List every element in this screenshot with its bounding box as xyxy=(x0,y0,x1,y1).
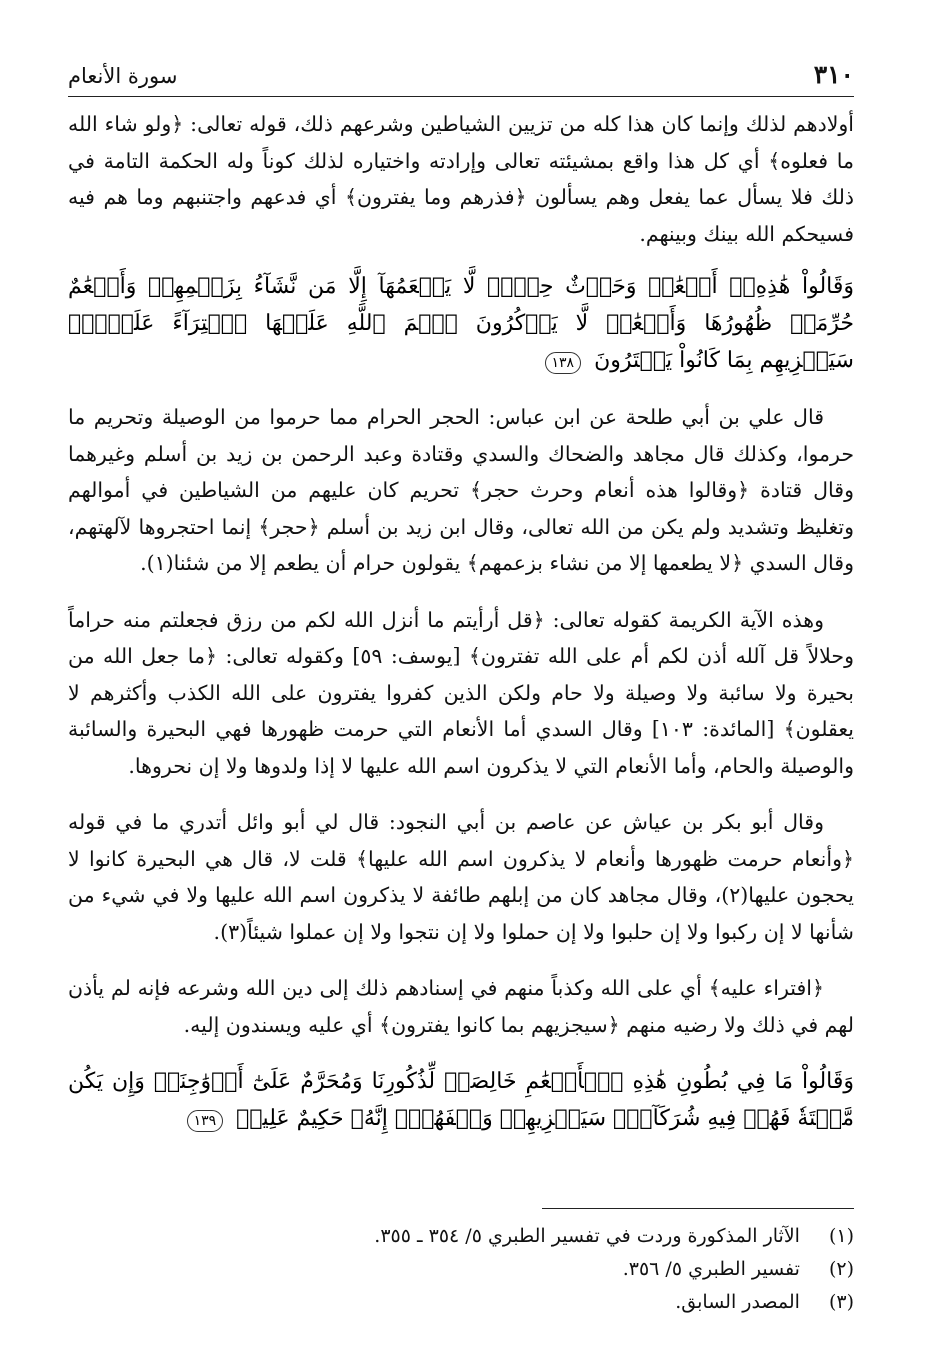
page-header xyxy=(68,60,854,97)
footnote-number: (٢) xyxy=(828,1258,854,1280)
footnote-item xyxy=(254,1286,854,1319)
page-number: ٣١٠ xyxy=(813,60,854,89)
footnotes xyxy=(254,1220,854,1319)
main-text xyxy=(68,106,854,1157)
ayah-number-badge: ١٣٩ xyxy=(187,1110,224,1132)
footnote-item xyxy=(254,1220,854,1253)
surah-title: سورة الأنعام xyxy=(68,64,178,88)
paragraph-1: أولادهم لذلك وإنما كان هذا كله من تزيين الشياطين وشرعهم ذلك، قوله تعالى: ﴿ولو شاء الله ما فعلوه﴾ أي كل هذا واقع بمشيئته تعالى وإرادته واختياره لذلك كوناً وله الحكمة التامة في ذلك فلا يسأل عما يفعل وهم يسألون ﴿فذرهم وما يفترون﴾ أي فدعهم واجتنبهم وما هم فيه فسيحكم الله بينك وبينهم. xyxy=(68,112,854,246)
verse-text: وَقَالُواْ هَٰذِهِۦٓ أَنۡعَٰمٞ وَحَرۡثٌ حِجۡرٞ لَّا يَطۡعَمُهَآ إِلَّا مَن نَّشَآءُ بِزَعۡمِهِمۡ وَأَنۡعَٰمٌ حُرِّمَتۡ ظُهُورُهَا وَأَنۡعَٰمٞ لَّا يَذۡكُرُونَ ٱسۡمَ ٱللَّهِ عَلَيۡهَا ٱفۡتِرَآءً عَلَيۡهِۚ سَيَجۡزِيهِم بِمَا كَانُواْ يَفۡتَرُونَ xyxy=(68,274,854,373)
footnote-item xyxy=(254,1253,854,1286)
footnote-number: (١) xyxy=(828,1225,854,1247)
footnote-number: (٣) xyxy=(828,1291,854,1313)
footnote-separator xyxy=(542,1208,854,1209)
verse-text: وَقَالُواْ مَا فِي بُطُونِ هَٰذِهِ ٱلۡأَنۡعَٰمِ خَالِصَةٞ لِّذُكُورِنَا وَمُحَرَّمٌ عَلَىٰٓ أَزۡوَٰجِنَاۖ وَإِن يَكُن مَّيۡتَةٗ فَهُمۡ فِيهِ شُرَكَآءُۚ سَيَجۡزِيهِمۡ وَصۡفَهُمۡۚ إِنَّهُۥ حَكِيمٌ عَلِيمٞ xyxy=(68,1069,854,1131)
paragraph-4: وقال أبو بكر بن عياش عن عاصم بن أبي النجود: قال لي أبو وائل أتدري ما في قوله ﴿وأنعام حرمت ظهورها وأنعام لا يذكرون اسم الله عليها﴾ قلت لا، قال هي البحيرة كانوا لا يحجون عليها(٢)، وقال مجاهد كان من إبلهم طائفة لا يذكرون اسم الله عليها ولا في شيء من شأنها لا إن ركبوا ولا إن حلبوا ولا إن حملوا ولا إن نتجوا ولا إن عملوا شيئاً(٣). xyxy=(68,810,854,944)
quran-verse-138 xyxy=(68,268,854,379)
ayah-number-badge: ١٣٨ xyxy=(545,352,582,374)
footnote-text: تفسير الطبري ٥/ ٣٥٦. xyxy=(622,1258,800,1280)
quran-verse-139 xyxy=(68,1063,854,1137)
footnote-text: المصدر السابق. xyxy=(675,1291,800,1313)
paragraph-2: قال علي بن أبي طلحة عن ابن عباس: الحجر الحرام مما حرموا من الوصيلة وتحريم ما حرموا، وكذلك قال مجاهد والضحاك والسدي وقتادة وعبد الرحمن بن زيد بن أسلم وغيرهما وقال قتادة ﴿وقالوا هذه أنعام وحرث حجر﴾ تحريم كان عليهم من الشياطين في أموالهم وتغليظ وتشديد ولم يكن من الله تعالى، وقال ابن زيد بن أسلم ﴿حجر﴾ إنما احتجروها لآلهتهم، وقال السدي ﴿لا يطعمها إلا من نشاء بزعمهم﴾ يقولون حرام أن يطعم إلا من شئنا(١). xyxy=(68,405,854,575)
paragraph-3: وهذه الآية الكريمة كقوله تعالى: ﴿قل أرأيتم ما أنزل الله لكم من رزق فجعلتم منه حراماً وحلالاً قل آلله أذن لكم أم على الله تفترون﴾ [يوسف: ٥٩] وكقوله تعالى: ﴿ما جعل الله من بحيرة ولا سائبة ولا وصيلة ولا حام ولكن الذين كفروا يفترون على الله الكذب وأكثرهم لا يعقلون﴾ [المائدة: ١٠٣] وقال السدي أما الأنعام التي حرمت ظهورها فهي البحيرة والسائبة والوصيلة والحام، وأما الأنعام التي لا يذكرون اسم الله عليها لا إذا ولدوها ولا إن نحروها. xyxy=(68,607,854,778)
footnote-text: الآثار المذكورة وردت في تفسير الطبري ٥/ ٣٥٤ ـ ٣٥٥. xyxy=(374,1225,800,1247)
paragraph-5: ﴿افتراء عليه﴾ أي على الله وكذباً منهم في إسنادهم ذلك إلى دين الله وشرعه فإنه لم يأذن لهم في ذلك ولا رضيه منهم ﴿سيجزيهم بما كانوا يفترون﴾ أي عليه ويسندون إليه. xyxy=(68,976,854,1037)
